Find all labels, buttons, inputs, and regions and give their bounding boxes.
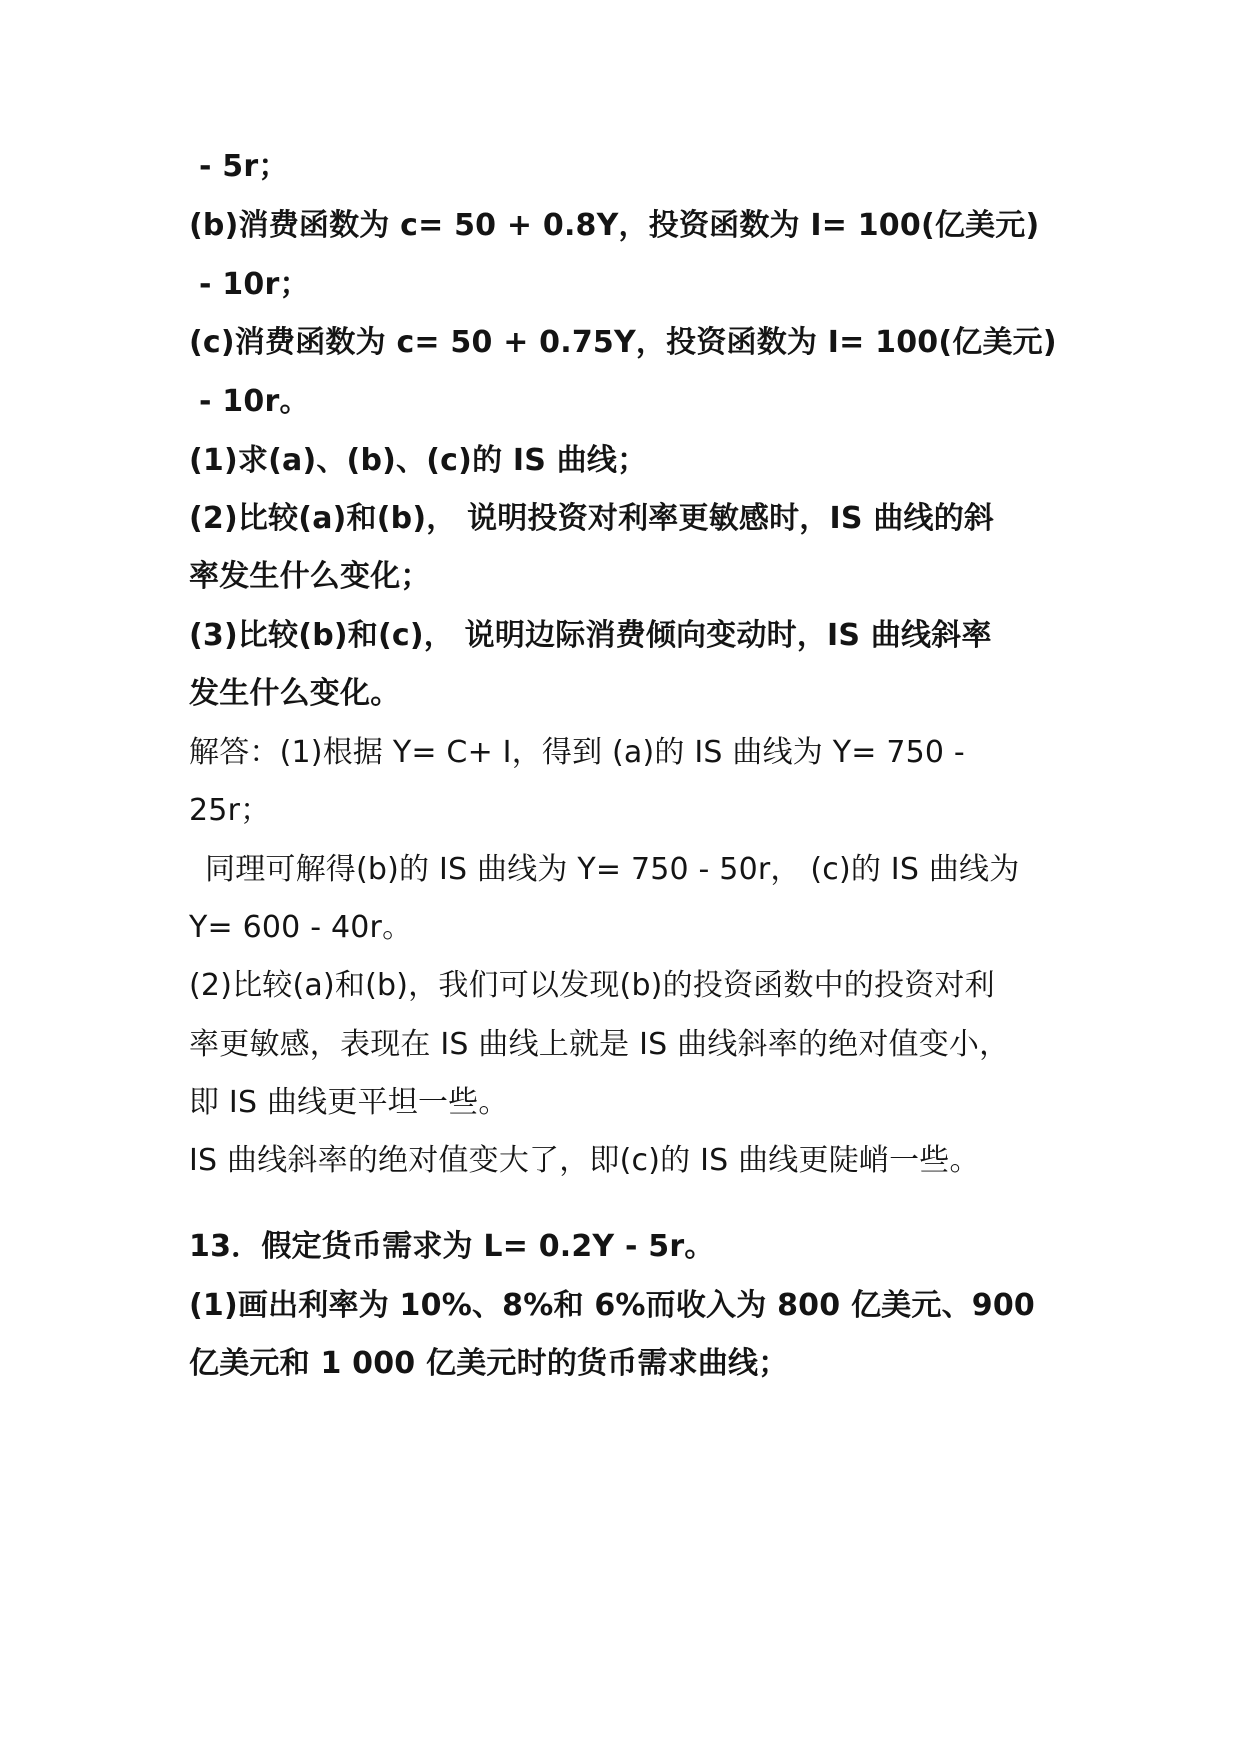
text-line: 25r； bbox=[189, 793, 271, 828]
text-line: 解答：(1)根据 Y= C+ I，得到 (a)的 IS 曲线为 Y= 750 - bbox=[189, 735, 965, 770]
text-line: Y= 600 - 40r。 bbox=[189, 910, 413, 945]
text-line: 率更敏感，表现在 IS 曲线上就是 IS 曲线斜率的绝对值变小， bbox=[189, 1027, 1010, 1062]
text-line: (1)求(a)、(b)、(c)的 IS 曲线； bbox=[189, 443, 648, 478]
text-line: (2)比较(a)和(b)，我们可以发现(b)的投资函数中的投资对利 bbox=[189, 968, 995, 1003]
text-line: 率发生什么变化； bbox=[189, 559, 431, 594]
text-line: (3)比较(b)和(c)， 说明边际消费倾向变动时，IS 曲线斜率 bbox=[189, 618, 992, 653]
text-line: 发生什么变化。 bbox=[189, 676, 401, 711]
text-line: (c)消费函数为 c= 50 + 0.75Y，投资函数为 I= 100(亿美元) bbox=[189, 325, 1057, 360]
text-line: 同理可解得(b)的 IS 曲线为 Y= 750 - 50r， (c)的 IS 曲线为 bbox=[205, 852, 1020, 887]
question-heading: 13．假定货币需求为 L= 0.2Y - 5r。 bbox=[189, 1229, 715, 1264]
text-line: - 10r； bbox=[199, 267, 310, 302]
text-line: (1)画出利率为 10%、8%和 6%而收入为 800 亿美元、900 bbox=[189, 1288, 1035, 1323]
text-line: IS 曲线斜率的绝对值变大了，即(c)的 IS 曲线更陡峭一些。 bbox=[189, 1143, 980, 1178]
text-line: - 5r； bbox=[199, 149, 289, 184]
text-line: - 10r。 bbox=[199, 384, 310, 419]
text-line: (b)消费函数为 c= 50 + 0.8Y，投资函数为 I= 100(亿美元) bbox=[189, 208, 1040, 243]
text-line: 即 IS 曲线更平坦一些。 bbox=[189, 1085, 509, 1120]
text-line: 亿美元和 1 000 亿美元时的货币需求曲线； bbox=[189, 1346, 789, 1381]
text-line: (2)比较(a)和(b)， 说明投资对利率更敏感时，IS 曲线的斜 bbox=[189, 501, 995, 536]
